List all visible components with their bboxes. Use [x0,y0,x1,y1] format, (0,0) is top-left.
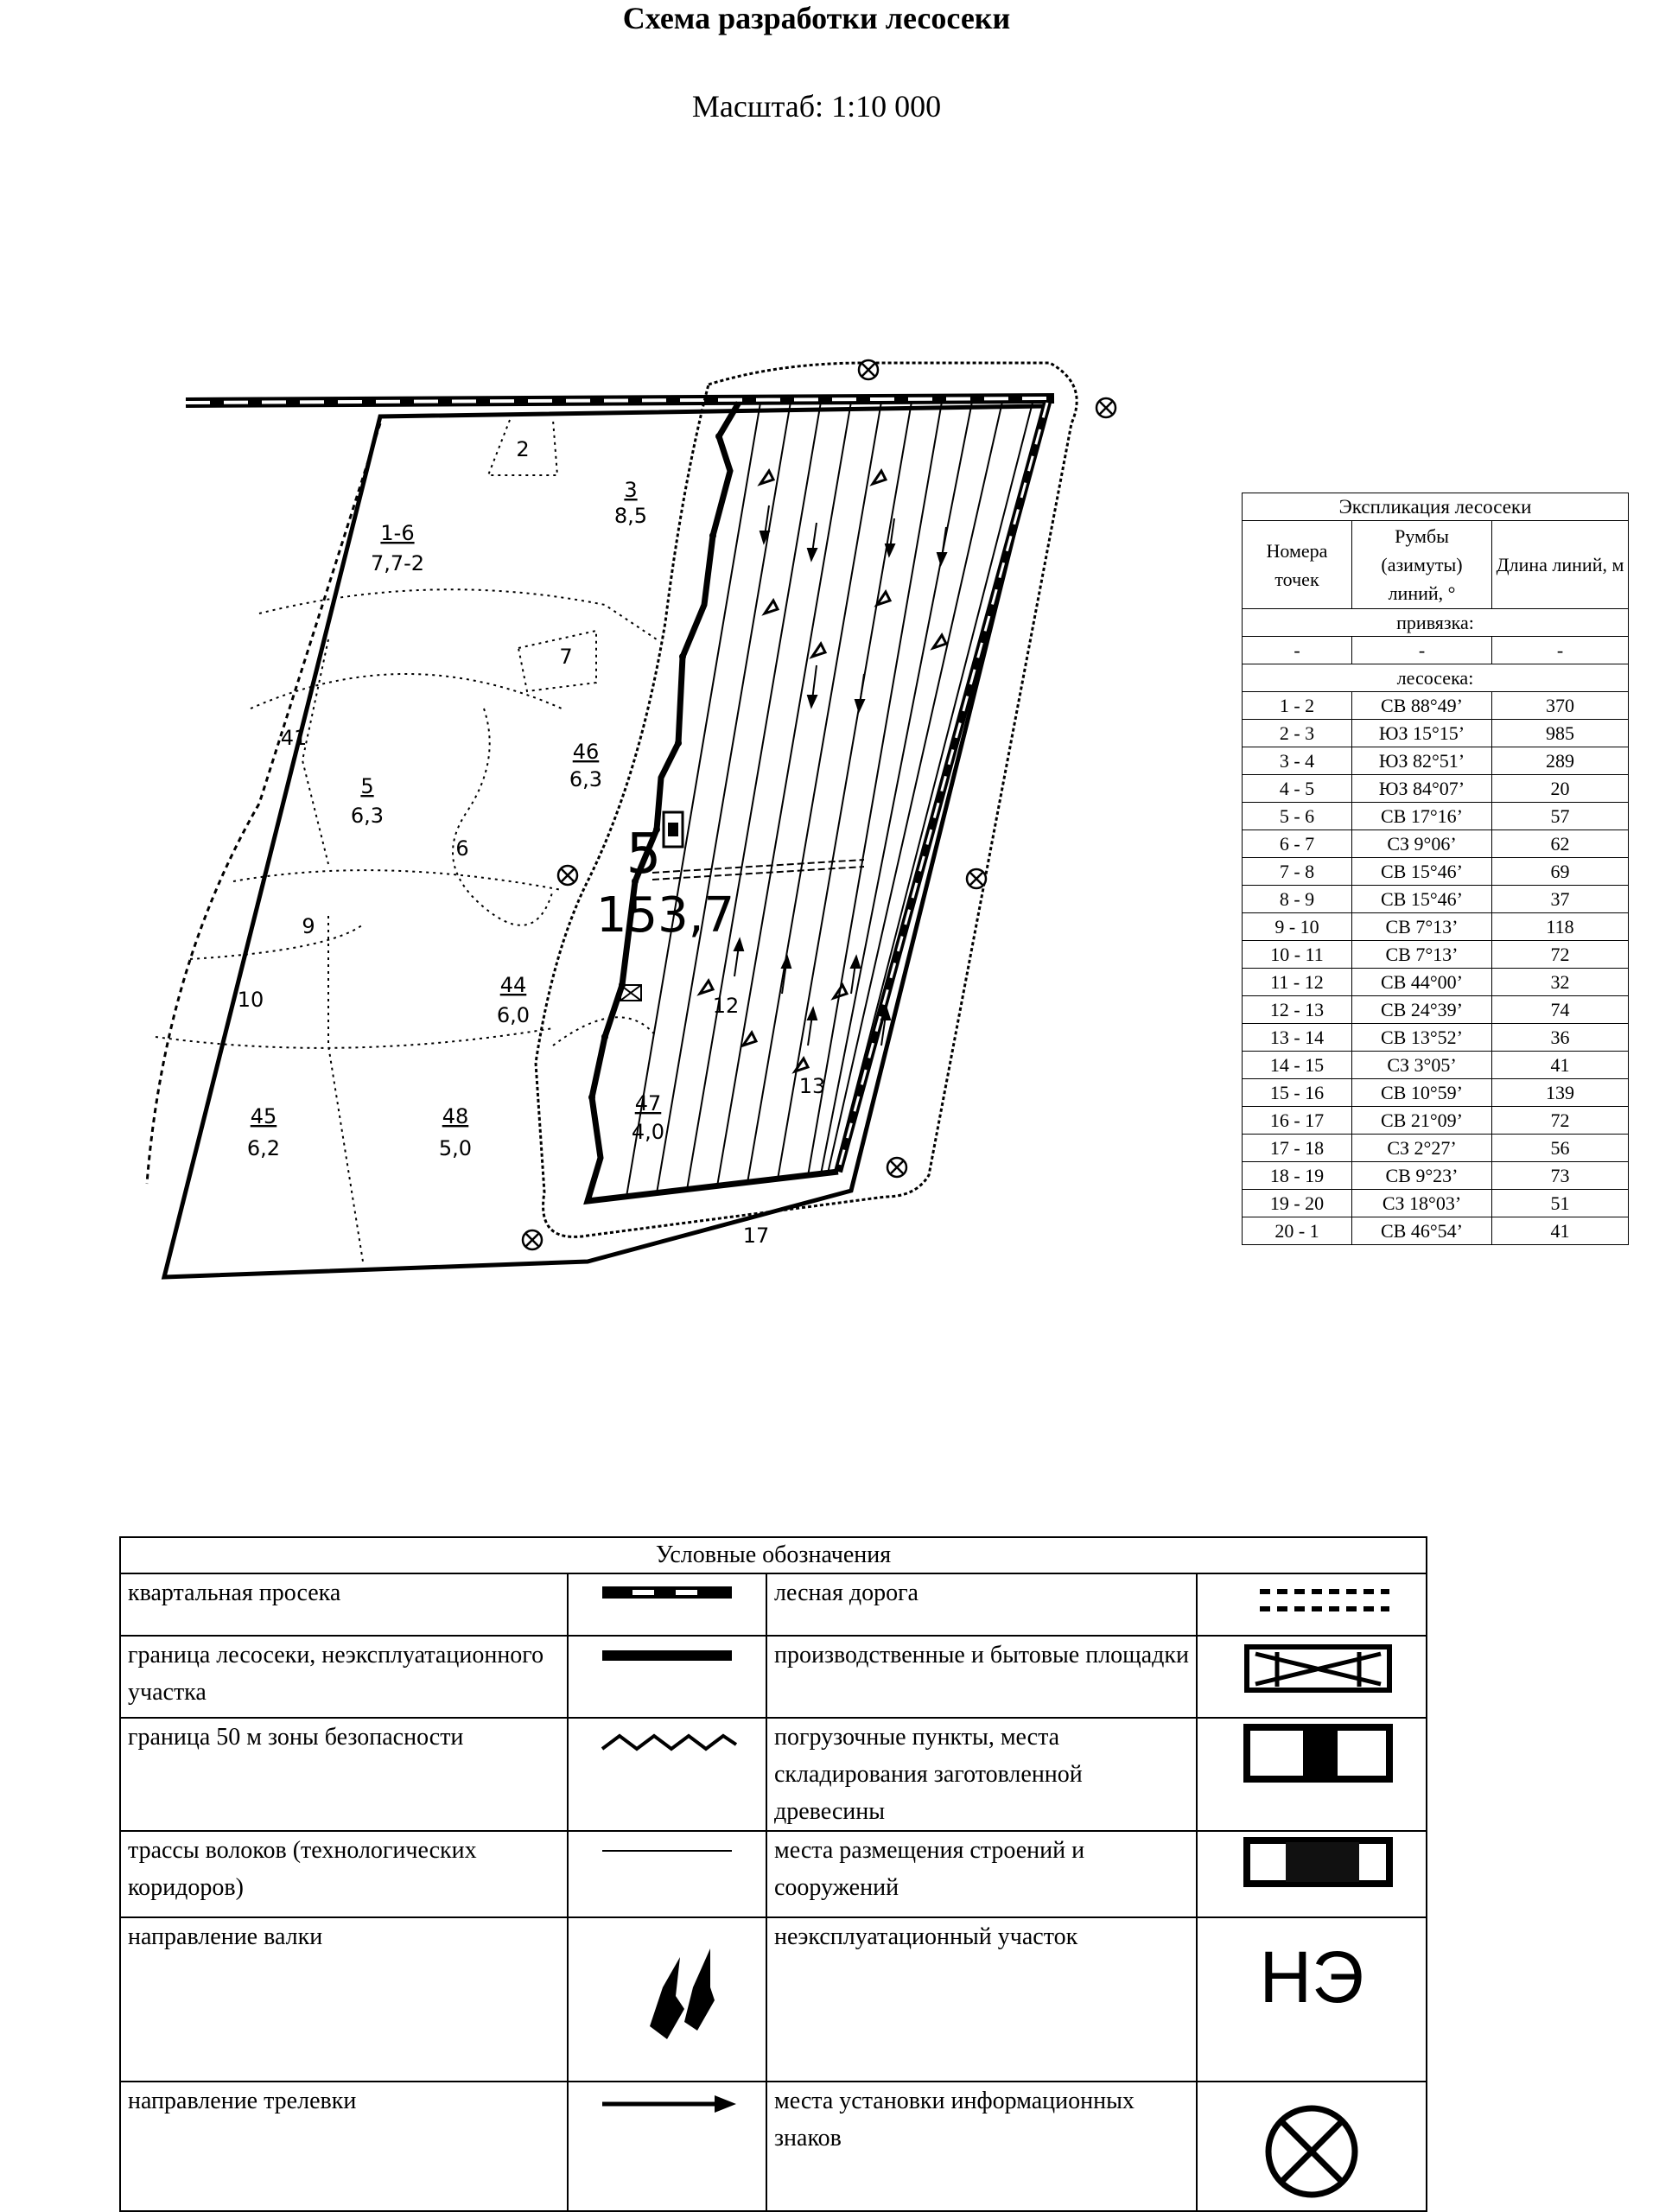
table-row [1243,858,1629,886]
plot-label: 13 [798,1074,826,1098]
table-row [1243,941,1629,969]
explication-caption: Экспликация лесосеки [1243,493,1629,521]
table-cell: СВ 15°46’ [1352,886,1492,913]
table-cell: 37 [1492,886,1629,913]
plot-value: 6,3 [350,804,385,828]
table-cell: СВ 7°13’ [1352,941,1492,969]
table-cell: 370 [1492,692,1629,720]
legend-forest-road: лесная дорога [766,1573,1197,1636]
info-sign-symbol [1230,2082,1394,2203]
plot-label: 45 [250,1104,277,1128]
plot-label: 17 [742,1224,770,1248]
table-cell: - [1492,637,1629,664]
table-cell: 3 - 4 [1243,747,1352,775]
legend-non-operational: неэксплуатационный участок [766,1917,1197,2082]
table-row [1243,1162,1629,1190]
loading-point-symbol [1230,1719,1394,1788]
table-row [1243,913,1629,941]
table-cell: 139 [1492,1079,1629,1107]
table-cell: 69 [1492,858,1629,886]
plot-value: 6,3 [569,767,603,791]
table-cell: 73 [1492,1162,1629,1190]
table-row [1243,886,1629,913]
table-row [1243,1052,1629,1079]
quarter-clearing-symbol [589,1574,745,1609]
table-cell: 74 [1492,996,1629,1024]
plot-label: 2 [516,437,530,461]
plot-value: 8,5 [613,504,648,528]
explication-table [1242,493,1629,1245]
table-cell: СЗ 2°27’ [1352,1135,1492,1162]
ne-symbol: НЭ [1259,1936,1364,2018]
legend-symbol [568,1718,766,1831]
felling-direction-marks [700,471,946,1071]
quarter-area: 153,7 [595,887,735,944]
table-cell: 72 [1492,1107,1629,1135]
forest-road-left [147,423,380,1184]
table-row [1243,996,1629,1024]
table-cell: 10 - 11 [1243,941,1352,969]
legend-skid-trails: трассы волоков (технологических коридоров) [120,1831,568,1917]
skid-trail-symbol [589,1832,745,1866]
plot-label: 44 [499,973,527,997]
table-cell: 51 [1492,1190,1629,1217]
legend-symbol [1197,1917,1427,2082]
legend-safety-zone: граница 50 м зоны безопасности [120,1718,568,1831]
legend-symbol [1197,1718,1427,1831]
safety-zone-symbol [589,1719,745,1762]
legend-buildings: места размещения строений и сооружений [766,1831,1197,1917]
table-cell: СВ 88°49’ [1352,692,1492,720]
table-row [1243,692,1629,720]
table-cell: СВ 46°54’ [1352,1217,1492,1245]
plot-label: 12 [712,994,740,1018]
safety-zone-boundary [536,363,1077,1236]
table-row [1243,1217,1629,1245]
table-cell: СЗ 18°03’ [1352,1190,1492,1217]
table-cell: 7 - 8 [1243,858,1352,886]
loading-point-marker [664,812,683,847]
table-cell: 985 [1492,720,1629,747]
table-cell: 16 - 17 [1243,1107,1352,1135]
table-cell: СВ 17°16’ [1352,803,1492,830]
table-cell: СВ 15°46’ [1352,858,1492,886]
table-cell: 56 [1492,1135,1629,1162]
table-row [1243,747,1629,775]
plot-value: 5,0 [438,1136,473,1160]
production-site-marker [620,985,641,1001]
section-plot: лесосека: [1243,664,1629,692]
table-row [1243,720,1629,747]
section-binding: привязка: [1243,609,1629,637]
page-title: Схема разработки лесосеки [622,1,1011,35]
col-bearing: Румбы (азимуты) линий, ° [1352,521,1492,609]
table-row [1243,775,1629,803]
table-cell: ЮЗ 15°15’ [1352,720,1492,747]
table-cell: 62 [1492,830,1629,858]
table-cell: ЮЗ 82°51’ [1352,747,1492,775]
plot-divisions [156,420,657,1262]
table-cell: СВ 24°39’ [1352,996,1492,1024]
legend-production-sites: производственные и бытовые площадки [766,1636,1197,1718]
plot-value: 6,2 [246,1136,281,1160]
table-cell: 5 - 6 [1243,803,1352,830]
plot-label: 9 [302,914,315,938]
table-cell: 4 - 5 [1243,775,1352,803]
table-cell: 289 [1492,747,1629,775]
plot-label: 47 [634,1091,662,1116]
table-cell: СВ 7°13’ [1352,913,1492,941]
table-cell: 118 [1492,913,1629,941]
table-cell: 11 - 12 [1243,969,1352,996]
legend-symbol [568,2082,766,2211]
table-cell: 32 [1492,969,1629,996]
plot-value: 6,0 [496,1003,531,1027]
table-cell: 57 [1492,803,1629,830]
table-cell: 14 - 15 [1243,1052,1352,1079]
plot-label: 5 [360,774,374,798]
plot-label: 10 [237,988,264,1012]
table-cell: 6 - 7 [1243,830,1352,858]
quarter-clearing-line [186,398,1054,403]
table-row [1243,1079,1629,1107]
skidding-direction-arrows [734,505,946,1046]
plot-label: 46 [572,740,600,764]
table-cell: 9 - 10 [1243,913,1352,941]
table-cell: СЗ 3°05’ [1352,1052,1492,1079]
table-row [1243,1135,1629,1162]
cut-boundary-right [838,403,1047,1172]
table-cell: 41 [1492,1052,1629,1079]
table-cell: 8 - 9 [1243,886,1352,913]
table-cell: 12 - 13 [1243,996,1352,1024]
legend-symbol [1197,2082,1427,2211]
table-cell: СВ 21°09’ [1352,1107,1492,1135]
table-cell: СВ 13°52’ [1352,1024,1492,1052]
table-cell: 13 - 14 [1243,1024,1352,1052]
table-row [1243,803,1629,830]
table-row [1243,830,1629,858]
felling-direction-symbol [589,1918,745,2065]
legend-symbol [568,1636,766,1718]
plot-label: 48 [442,1104,469,1128]
forest-road-symbol [1230,1574,1394,1626]
plot-label: 1-6 [380,521,415,545]
table-cell: СВ 44°00’ [1352,969,1492,996]
turning-points [588,433,722,1101]
col-length: Длина линий, м [1492,521,1629,609]
table-cell: СЗ 9°06’ [1352,830,1492,858]
legend-symbol [568,1917,766,2082]
map-scale: Масштаб: 1:10 000 [691,89,942,124]
plot-label: 41 [280,726,308,750]
table-cell: 15 - 16 [1243,1079,1352,1107]
plot-label: 3 [624,478,638,502]
legend-cut-boundary: граница лесосеки, неэксплуатационного участка [120,1636,568,1718]
table-row [1243,1024,1629,1052]
table-row [1243,1190,1629,1217]
table-cell: 41 [1492,1217,1629,1245]
legend-loading-points: погрузочные пункты, места складирования заготовленной древесины [766,1718,1197,1831]
legend-symbol [1197,1831,1427,1917]
col-points: Номера точек [1243,521,1352,609]
legend-symbol [568,1573,766,1636]
building-symbol [1230,1832,1394,1892]
table-cell: 20 - 1 [1243,1217,1352,1245]
plot-value: 7,7-2 [370,551,425,575]
table-cell: 18 - 19 [1243,1162,1352,1190]
table-cell: ЮЗ 84°07’ [1352,775,1492,803]
legend-symbol [1197,1636,1427,1718]
legend-quarter-clearing: квартальная просека [120,1573,568,1636]
legend-symbol [568,1831,766,1917]
cut-boundary-symbol [589,1637,745,1671]
table-row [1243,969,1629,996]
plot-label: 6 [455,836,469,861]
skidding-direction-symbol [589,2082,745,2126]
legend-table [119,1536,1427,2212]
table-cell: СВ 10°59’ [1352,1079,1492,1107]
legend-skidding-direction: направление трелевки [120,2082,568,2211]
table-cell: - [1352,637,1492,664]
table-cell: 19 - 20 [1243,1190,1352,1217]
legend-caption: Условные обозначения [120,1537,1427,1573]
production-site-symbol [1230,1637,1394,1697]
plot-label: 7 [559,645,573,669]
table-row [1243,1107,1629,1135]
cutting-area-map [130,337,1132,1305]
table-cell: 36 [1492,1024,1629,1052]
table-cell: 20 [1492,775,1629,803]
legend-symbol [1197,1573,1427,1636]
table-cell: СВ 9°23’ [1352,1162,1492,1190]
table-cell: 2 - 3 [1243,720,1352,747]
skid-trails [626,402,1033,1197]
quarter-number: 5 [626,823,662,887]
plot-value: 4,0 [631,1120,665,1144]
legend-info-signs: места установки информационных знаков [766,2082,1197,2211]
table-cell: 72 [1492,941,1629,969]
table-cell: 17 - 18 [1243,1135,1352,1162]
table-cell: - [1243,637,1352,664]
legend-felling-direction: направление валки [120,1917,568,2082]
table-cell: 1 - 2 [1243,692,1352,720]
